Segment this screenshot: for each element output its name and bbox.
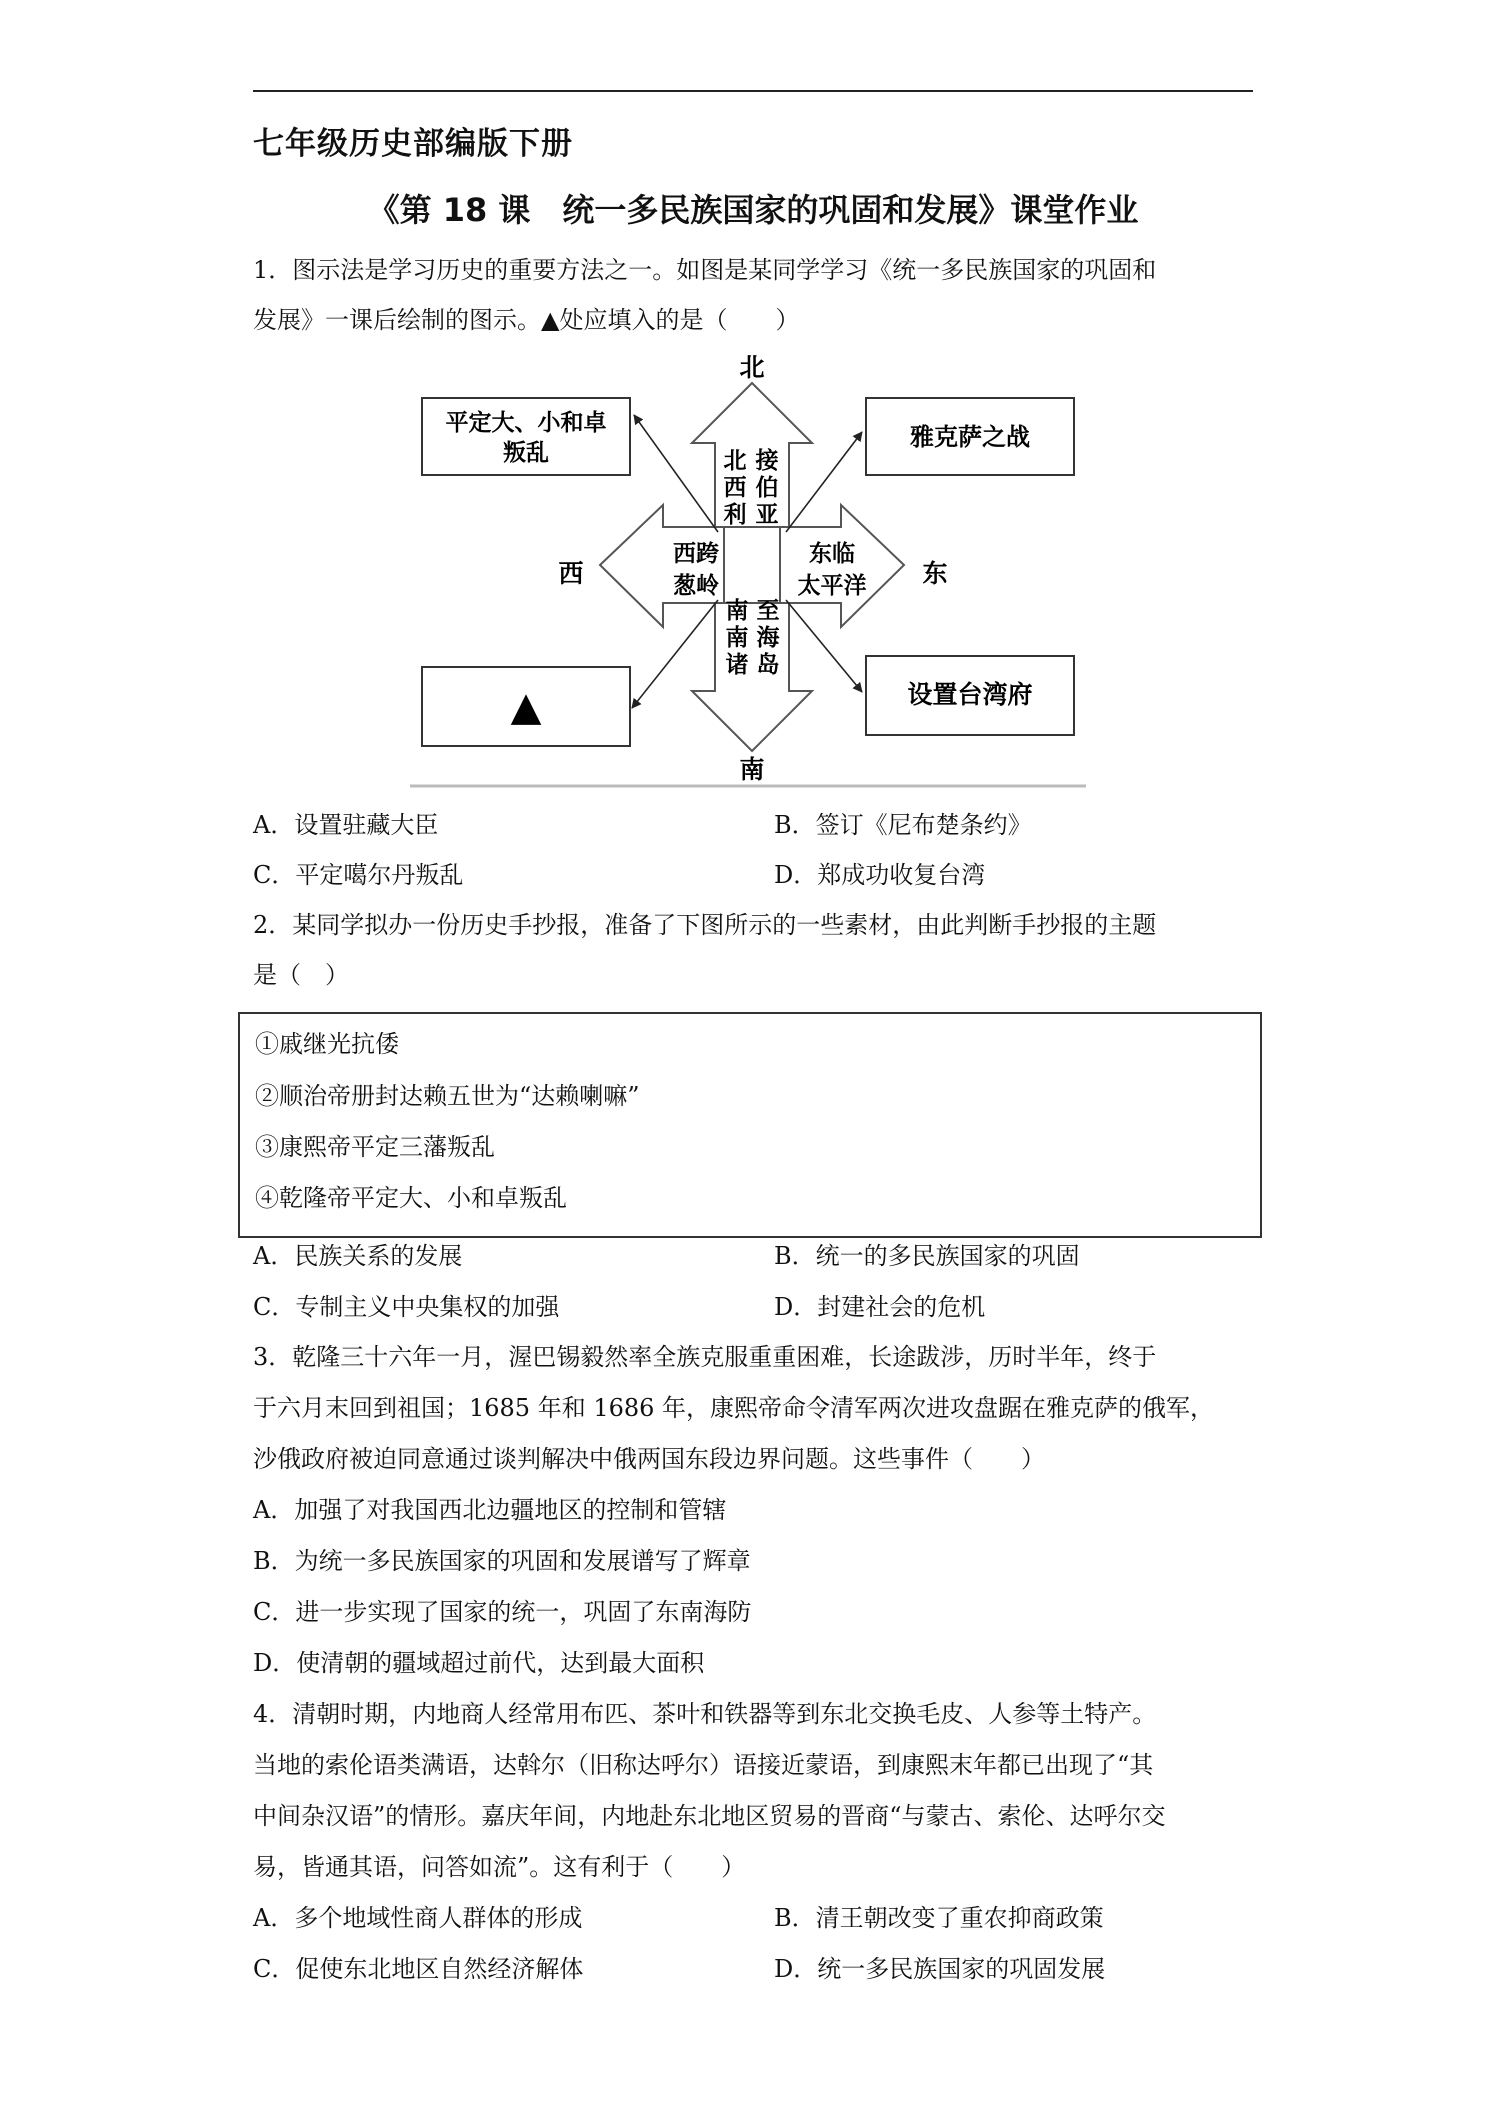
north-arrow-col1: 北西利 [723, 448, 747, 528]
q4-option-c[interactable]: C．促使东北地区自然经济解体 [253, 1955, 584, 1983]
west-arrow-label-1: 西跨 [673, 541, 719, 567]
label-north: 北 [739, 353, 765, 382]
q3-stem-line2: 于六月末回到祖国；1685 年和 1686 年，康熙帝命令清军两次进攻盘踞在雅克萨的俄军， [253, 1394, 1215, 1422]
q4-stem-line3: 中间杂汉语”的情形。嘉庆年间，内地赴东北地区贸易的晋商“与蒙古、索伦、达呼尔交 [253, 1802, 1166, 1830]
q1-option-a[interactable]: A．设置驻藏大臣 [253, 811, 439, 839]
box-northwest-line2: 叛乱 [503, 440, 549, 466]
label-east: 东 [922, 559, 948, 588]
q4-option-a[interactable]: A．多个地域性商人群体的形成 [253, 1904, 583, 1932]
q2-option-b[interactable]: B．统一的多民族国家的巩固 [774, 1242, 1080, 1270]
q2-stem-line1: 2．某同学拟办一份历史手抄报，准备了下图所示的一些素材，由此判断手抄报的主题 [253, 911, 1157, 939]
q4-option-d[interactable]: D．统一多民族国家的巩固发展 [774, 1955, 1106, 1983]
west-arrow-label-2: 葱岭 [673, 573, 719, 599]
q3-option-b[interactable]: B．为统一多民族国家的巩固和发展谱写了辉章 [253, 1547, 751, 1575]
q1-option-d[interactable]: D．郑成功收复台湾 [774, 861, 986, 889]
box-northwest-line1: 平定大、小和卓 [445, 410, 607, 436]
q4-option-b[interactable]: B．清王朝改变了重农抑商政策 [774, 1904, 1104, 1932]
q2-stem-line2: 是（ ） [253, 961, 349, 989]
east-arrow-label-2: 太平洋 [797, 573, 867, 599]
q4-stem-line1: 4．清朝时期，内地商人经常用布匹、茶叶和铁器等到东北交换毛皮、人参等土特产。 [253, 1700, 1157, 1728]
q3-stem-line1: 3．乾隆三十六年一月，渥巴锡毅然率全族克服重重困难，长途跋涉，历时半年，终于 [253, 1343, 1157, 1371]
q1-option-c[interactable]: C．平定噶尔丹叛乱 [253, 861, 464, 889]
q4-stem-line4: 易，皆通其语，问答如流”。这有利于（ ） [253, 1853, 746, 1881]
q3-stem-line3: 沙俄政府被迫同意通过谈判解决中俄两国东段边界问题。这些事件（ ） [253, 1445, 1045, 1473]
q1-option-b[interactable]: B．签订《尼布楚条约》 [774, 811, 1032, 839]
q2-option-d[interactable]: D．封建社会的危机 [774, 1293, 986, 1321]
south-arrow [692, 603, 812, 751]
label-west: 西 [558, 559, 584, 588]
q2-material-2: ②顺治帝册封达赖五世为“达赖喇嘛” [255, 1082, 640, 1110]
box-southwest-triangle: ▲ [510, 684, 542, 730]
q1-territory-diagram [0, 0, 1488, 800]
q3-option-a[interactable]: A．加强了对我国西北边疆地区的控制和管辖 [253, 1496, 727, 1524]
q4-stem-line2: 当地的索伦语类满语，达斡尔（旧称达呼尔）语接近蒙语，到康熙末年都已出现了“其 [253, 1751, 1154, 1779]
east-arrow-label-1: 东临 [809, 541, 855, 567]
north-arrow [692, 383, 812, 527]
box-northeast-text: 雅克萨之战 [910, 423, 1030, 451]
q3-option-c[interactable]: C．进一步实现了国家的统一，巩固了东南海防 [253, 1598, 752, 1626]
south-arrow-col1: 南南诸 [725, 598, 749, 678]
south-arrow-col2: 至海岛 [756, 598, 780, 678]
q2-materials-box [238, 1012, 1262, 1238]
q2-option-a[interactable]: A．民族关系的发展 [253, 1242, 463, 1270]
document-title: 《第 18 课 统一多民族国家的巩固和发展》课堂作业 [367, 191, 1139, 229]
north-arrow-col2: 接伯亚 [755, 448, 779, 528]
q3-option-d[interactable]: D．使清朝的疆域超过前代，达到最大面积 [253, 1649, 705, 1677]
q1-stem-line1: 1．图示法是学习历史的重要方法之一。如图是某同学学习《统一多民族国家的巩固和 [253, 256, 1157, 284]
header-title: 七年级历史部编版下册 [253, 126, 573, 162]
q1-stem-line2: 发展》一课后绘制的图示。▲处应填入的是（ ） [253, 306, 800, 334]
box-southeast-text: 设置台湾府 [907, 680, 1033, 709]
q2-option-c[interactable]: C．专制主义中央集权的加强 [253, 1293, 560, 1321]
q2-material-4: ④乾隆帝平定大、小和卓叛乱 [255, 1184, 567, 1212]
label-south: 南 [739, 755, 765, 784]
q2-material-3: ③康熙帝平定三藩叛乱 [255, 1133, 495, 1161]
q2-material-1: ①戚继光抗倭 [255, 1030, 399, 1058]
